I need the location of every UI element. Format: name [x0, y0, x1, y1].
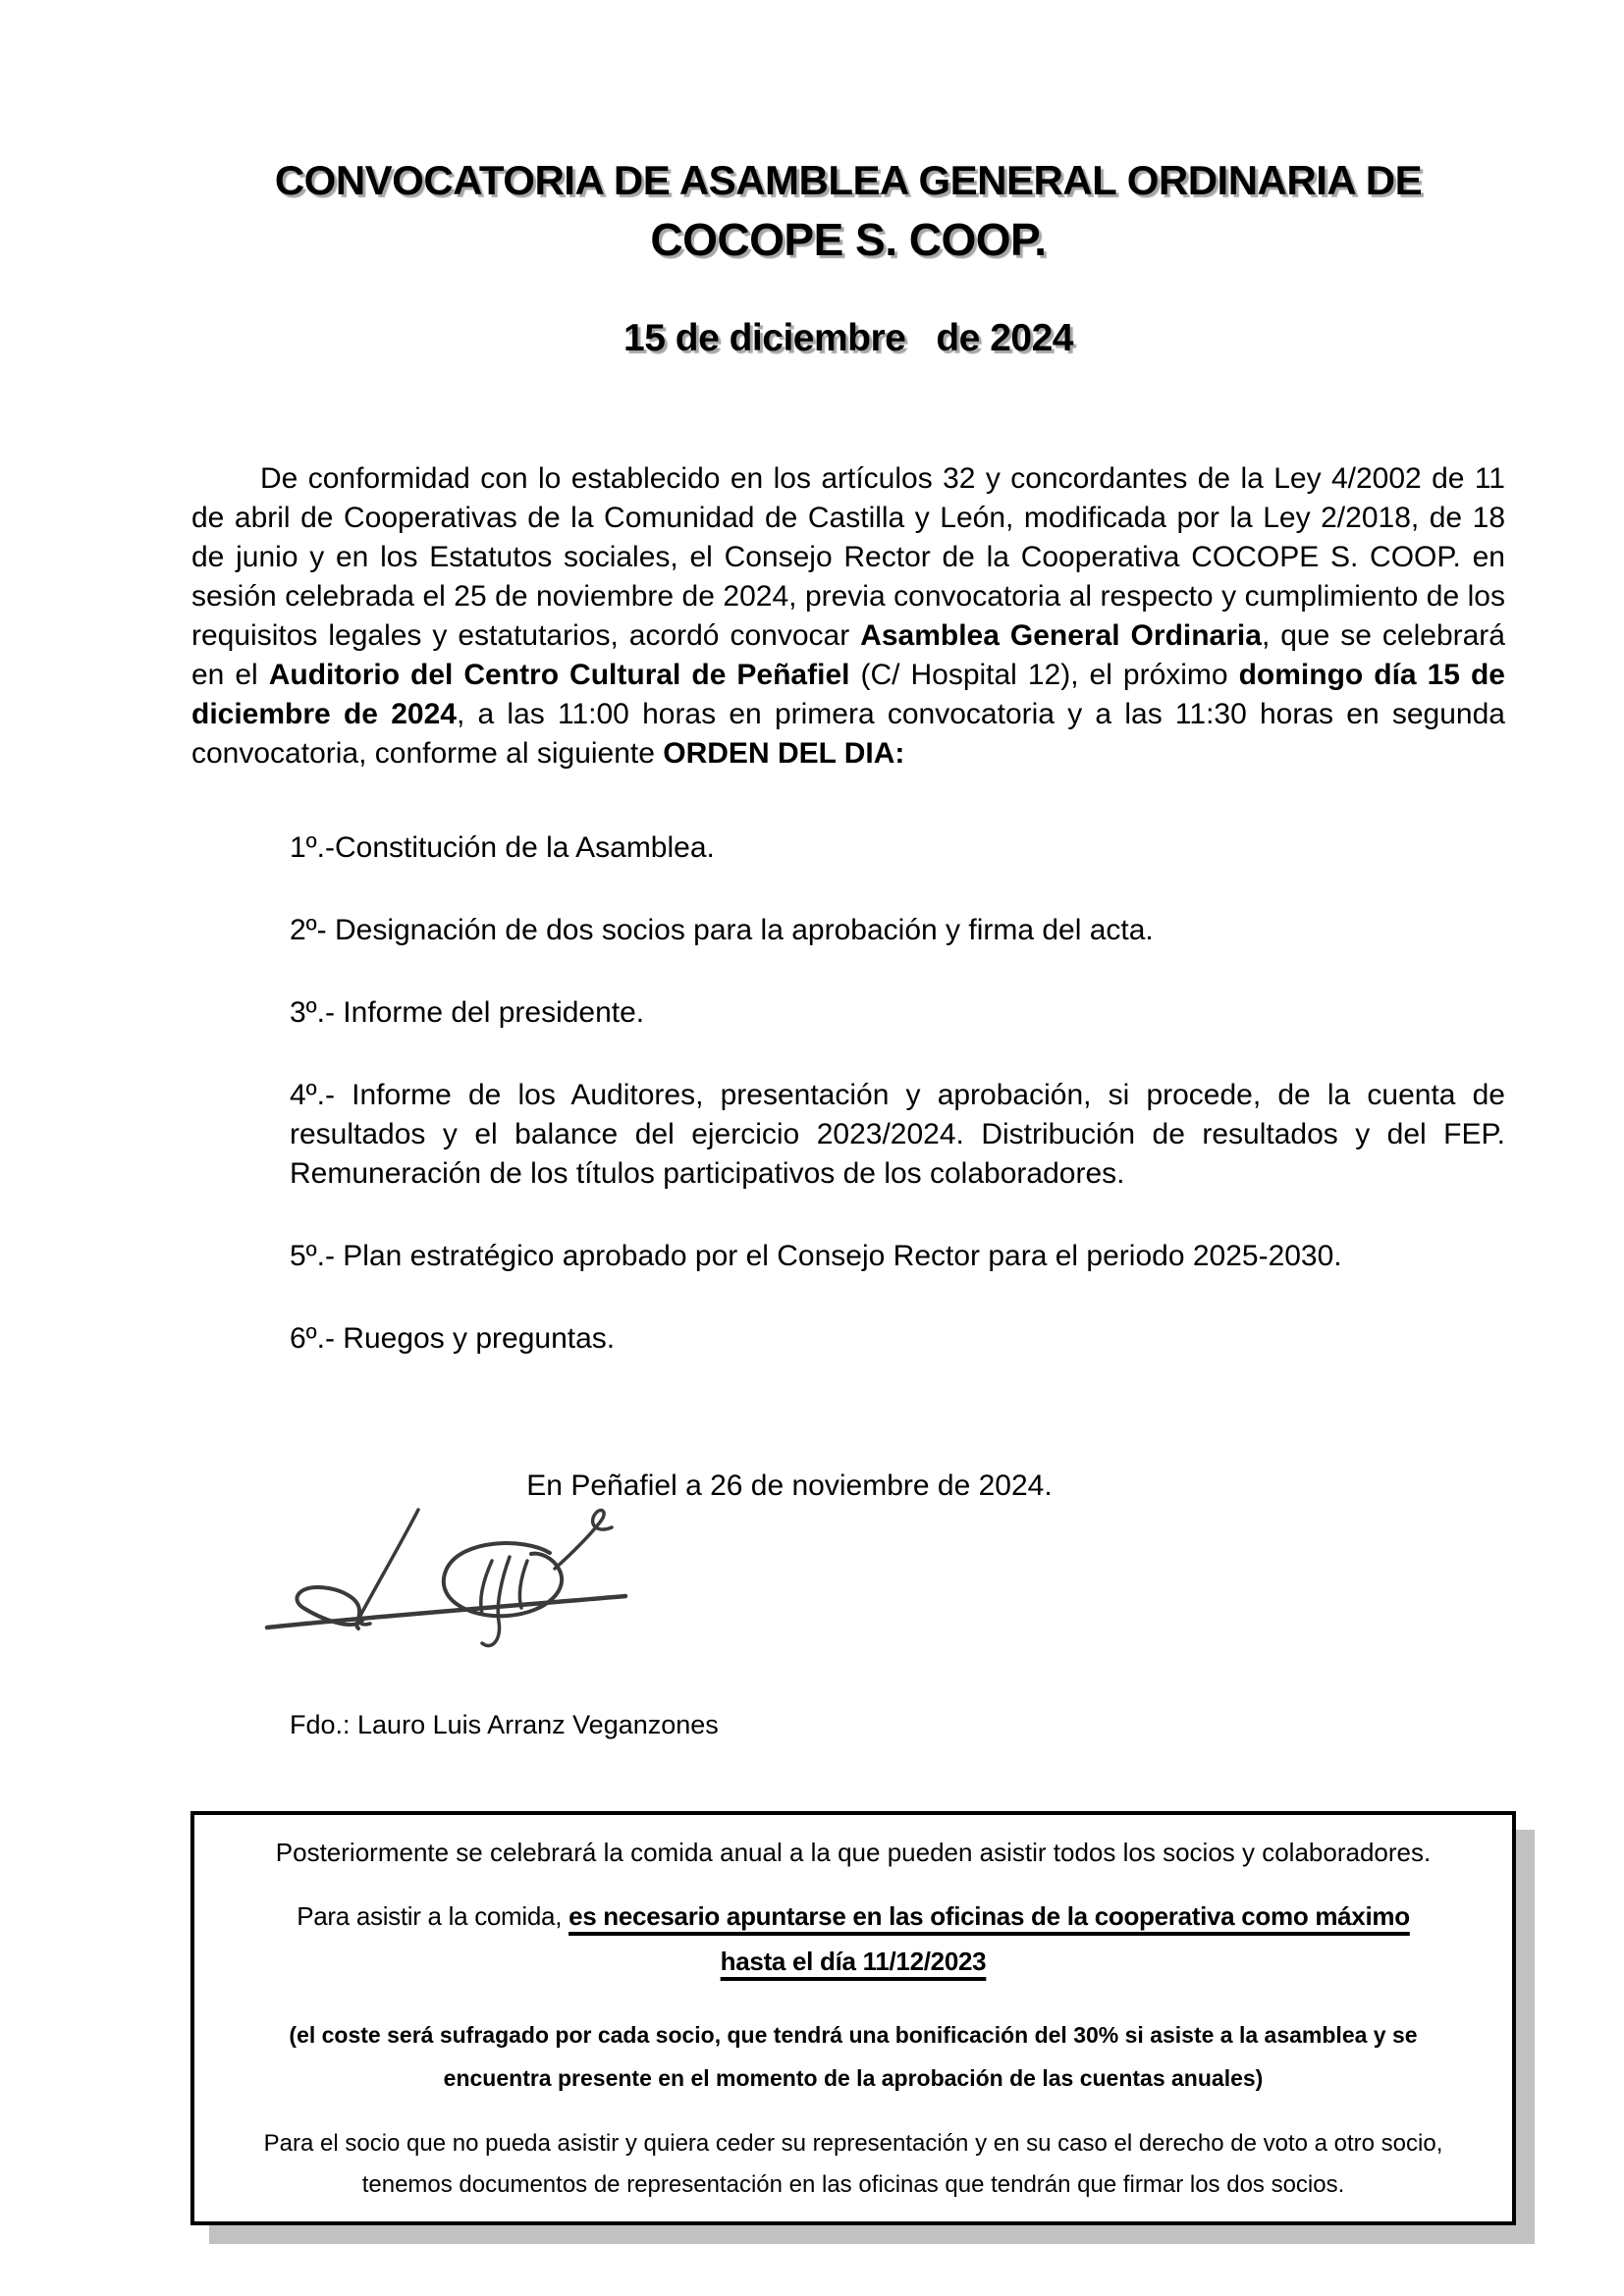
- agenda-item-3: 3º.- Informe del presidente.: [290, 996, 645, 1029]
- agenda-item-1: 1º.-Constitución de la Asamblea.: [290, 831, 715, 864]
- agenda-item-4: 4º.- Informe de los Auditores, presentación y aprobación, si procede, de la cuenta de resultados y el balance del ejercicio 2023/2024. Distribución de resultados y del FEP. Remuneración de los títulos participativos de los colaboradores.: [290, 1079, 1505, 1190]
- notice-proxy-line: [208, 2123, 1498, 2221]
- notice-cost-line-1: (el coste será sufragado por cada socio, que tendrá una bonificación del 30% si asiste a la asamblea y se: [289, 2022, 1418, 2048]
- agenda-item-2: 2º- Designación de dos socios para la aprobación y firma del acta.: [290, 914, 1154, 946]
- notice-box: [190, 1811, 1516, 2225]
- signature-block: [260, 1459, 633, 1655]
- notice-proxy-line-2: tenemos documentos de representación en las oficinas que tendrán que firmar los dos socios.: [361, 2171, 1345, 2198]
- signature-image: [260, 1459, 633, 1655]
- agenda-item-5: 5º.- Plan estratégico aprobado por el Consejo Rector para el periodo 2025-2030.: [290, 1240, 1342, 1272]
- intro-text-run-3: (C/ Hospital 12), el próximo: [849, 659, 1239, 691]
- notice-register-line-1: [297, 1901, 1410, 1931]
- notice-lunch-line: Posteriormente se celebrará la comida anual a la que pueden asistir todos los socios y colaboradores.: [275, 1838, 1432, 1867]
- notice-register-emphasis-2: hasta el día 11/12/2023: [720, 1947, 987, 1976]
- intro-text-run-2: , que se celebrará en el: [191, 619, 1505, 691]
- notice-register-emphasis-1: es necesario apuntarse en las oficinas de la cooperativa como máximo: [568, 1901, 1410, 1931]
- intro-paragraph: [191, 459, 1505, 774]
- title-line-1: CONVOCATORIA DE ASAMBLEA GENERAL ORDINARIA DE: [274, 157, 1423, 203]
- intro-bold-run-2: Auditorio del Centro Cultural de Peñafiel: [268, 659, 850, 691]
- intro-text-run-1: De conformidad con lo establecido en los artículos 32 y concordantes de la Ley 4/2002 de 11 de abril de Cooperativas de la Comunidad de Castilla y León, modificada por la Ley 2/2018, de 18 de junio y en los Estatutos sociales, el Consejo Rector de la Cooperativa COCOPE S. COOP. en sesión celebrada el 25 de noviembre de 2024, previa convocatoria al respecto y cumplimiento de los requisitos legales y estatutarios, acordó convocar: [191, 462, 1505, 652]
- document-header: [191, 157, 1505, 361]
- signature-name: Fdo.: Lauro Luis Arranz Veganzones: [290, 1710, 719, 1739]
- intro-bold-run-3: domingo día 15 de diciembre de 2024: [191, 659, 1505, 730]
- date-heading: 15 de diciembre de 2024: [623, 317, 1073, 359]
- notice-cost-line-2: encuentra presente en el momento de la aprobación de las cuentas anuales): [443, 2065, 1264, 2091]
- intro-bold-run-4: ORDEN DEL DIA:: [663, 737, 905, 770]
- notice-proxy-line-1: Para el socio que no pueda asistir y quiera ceder su representación y en su caso el derecho de voto a otro socio,: [263, 2130, 1443, 2157]
- notice-cost-line: [208, 2013, 1498, 2100]
- agenda-item-6: 6º.- Ruegos y preguntas.: [290, 1322, 616, 1355]
- intro-bold-run-1: Asamblea General Ordinaria: [860, 619, 1262, 652]
- agenda-list: [191, 828, 1505, 1359]
- notice-register-line: [208, 1894, 1498, 1984]
- notice-register-prefix: Para asistir a la comida,: [297, 1901, 569, 1931]
- closing-place-date: En Peñafiel a 26 de noviembre de 2024.: [526, 1469, 1053, 1502]
- intro-text-run-4: , a las 11:00 horas en primera convocatoria y a las 11:30 horas en segunda convocatoria, conforme al siguiente: [191, 698, 1505, 770]
- title-line-2: COCOPE S. COOP.: [650, 214, 1047, 265]
